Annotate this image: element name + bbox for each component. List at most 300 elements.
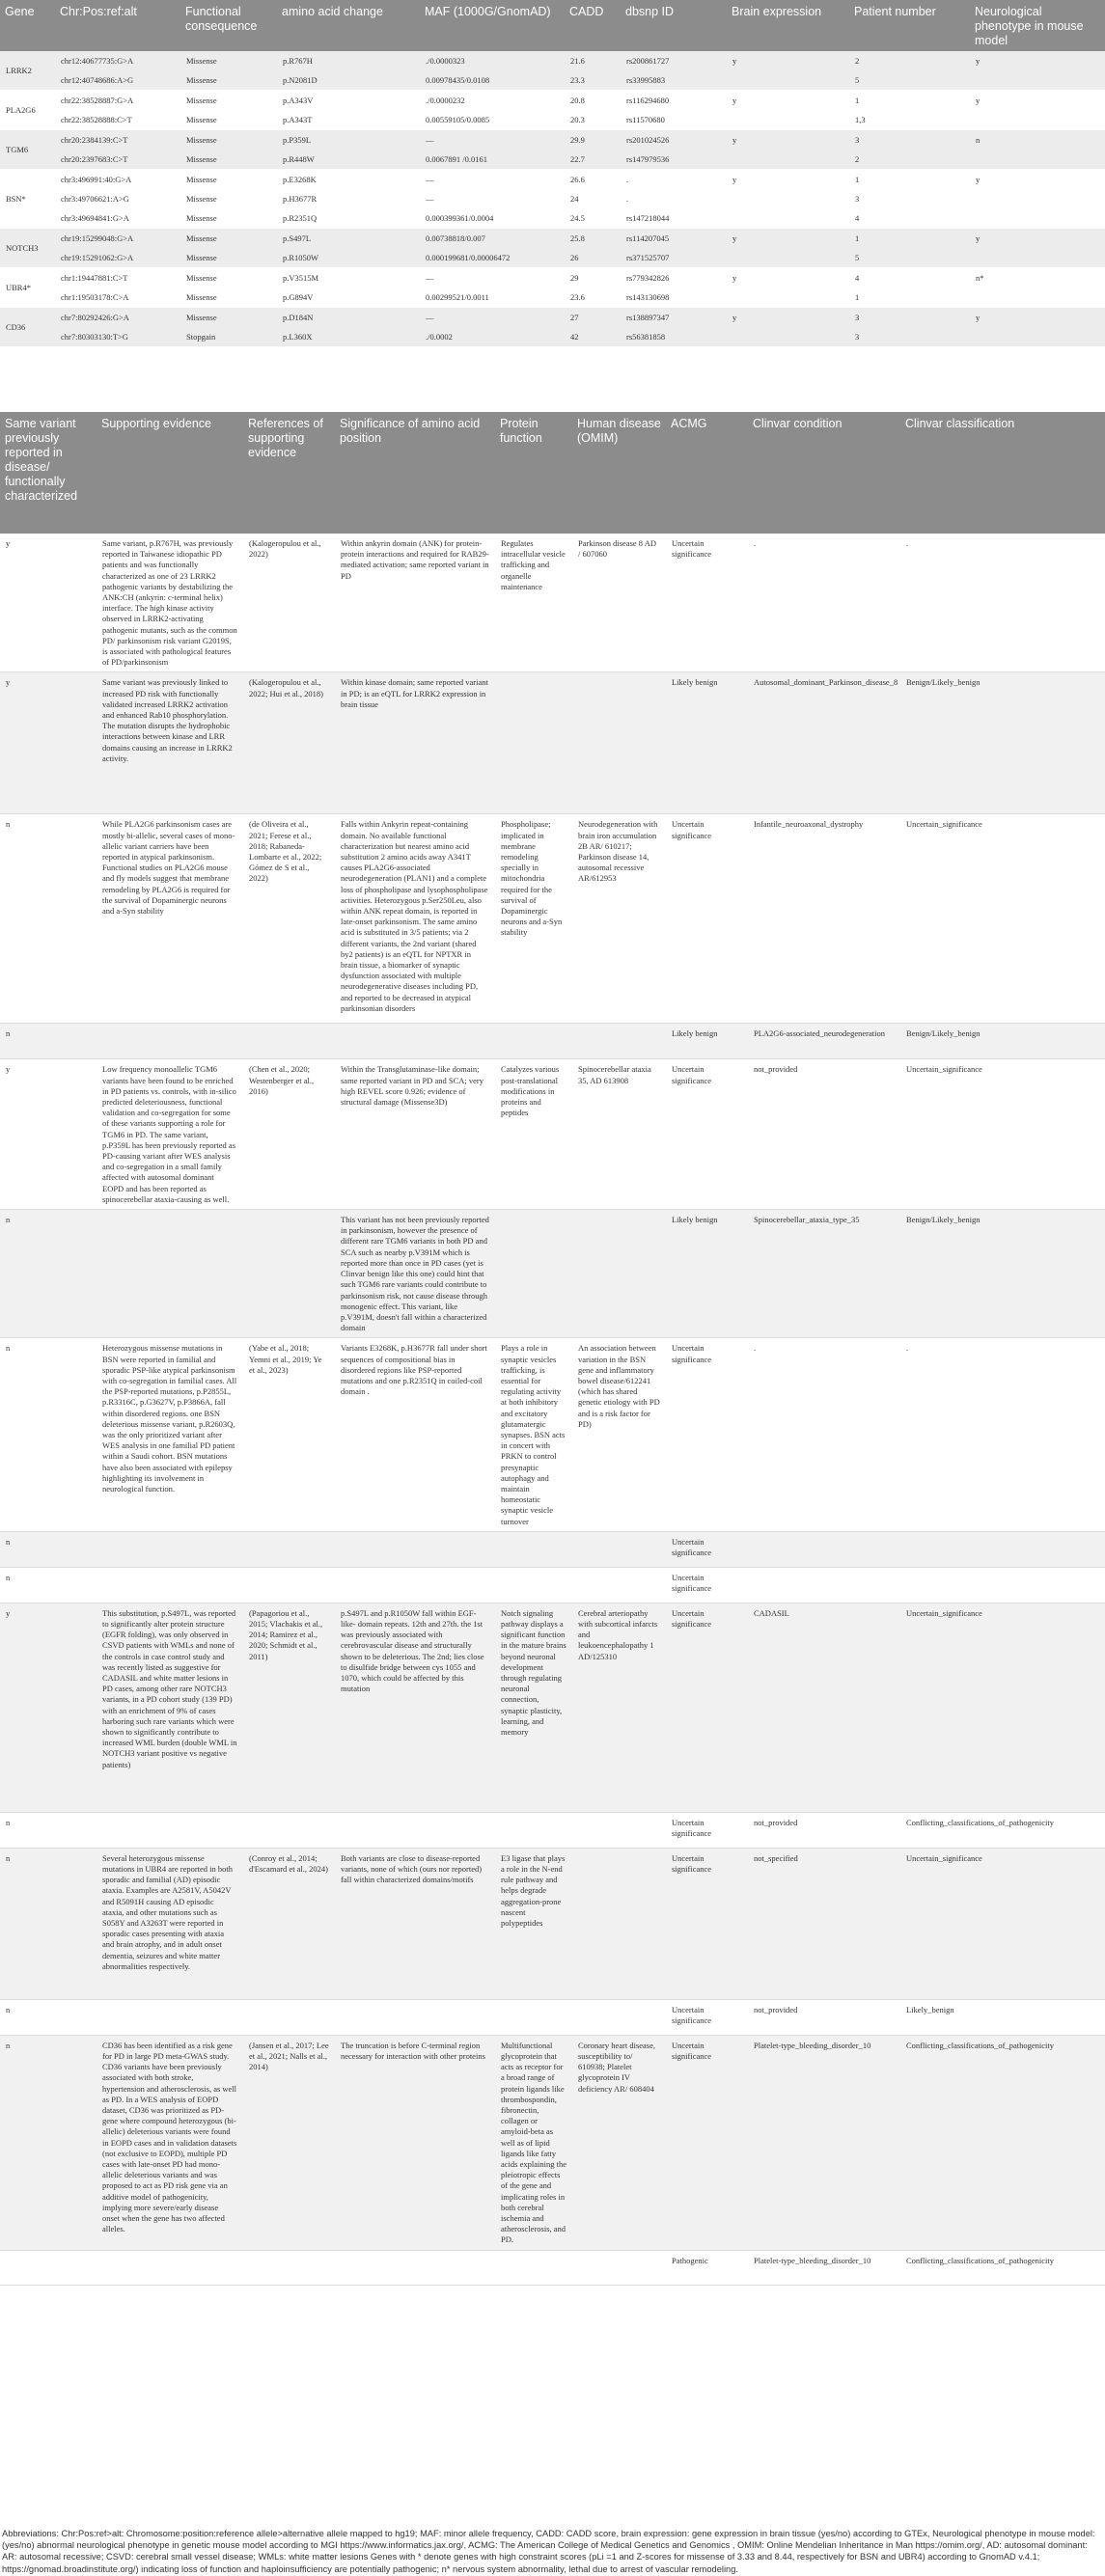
maf-cell: ./0.0002 <box>420 327 565 346</box>
clinvar-classification-cell: Uncertain_significance <box>900 1848 1105 1999</box>
dbsnp-cell: rs56381858 <box>621 327 727 346</box>
acmg-cell: Uncertain significance <box>666 1999 748 2035</box>
gene-cell: NOTCH3 <box>0 229 55 268</box>
evidence-row <box>0 1999 1105 2035</box>
protein-function-cell <box>495 1567 572 1603</box>
brain-expression-cell <box>727 248 849 268</box>
maf-cell: — <box>426 193 434 204</box>
variant-row <box>0 110 1105 130</box>
col-patient-number: Patient number <box>849 0 970 51</box>
protein-function-cell <box>495 2250 572 2285</box>
evidence-cell: CD36 has been identified as a risk gene for PD in large PD meta-GWAS study. CD36 variants have been previously associated with both stroke, hypertension and atherosclerosis, as well as PD. In a WES analysis of EOPD dataset, CD36 was prioritized as PD-gene where compound heterozygous (bi-allelic) deleterious variants were found in EOPD cases and in validation datasets (not exclusive to EOPD), multiple PD cases with late-onset PD had mono-allelic deleterious variants and was proposed to act as PD risk gene via an additive model of pathogenicity, implying more severe/early disease onset when the gene has two affected alleles. <box>97 2035 243 2250</box>
aa-change-cell: p.S497L <box>277 229 420 249</box>
evidence-cell: Same variant, p.R767H, was previously reported in Taiwanese idiopathic PD patients and was functionally characterized as one of 23 LRRK2 pathogenic variants by destabilizing the ANK:CH (ankyrin: c-terminal helix) interface. The high kinase activity observed in LRRK2-activating pathogenic mutants, such as the common PD/ parkinsonism risk variant G2019S, is associated with pathological features of PD/parkinsonism <box>97 534 243 672</box>
consequence-cell: Missense <box>180 51 277 70</box>
protein-function-cell: Plays a role in synaptic vesicles trafficking, is essential for regulating activity at both inhibitory and excitatory glutamatergic synapses. BSN acts in concert with PRKN to control presynaptic autophagy and maintain homeostatic synaptic vesicle turnover <box>495 1338 572 1531</box>
dbsnp-cell: rs371525707 <box>621 248 727 268</box>
references-cell <box>243 2250 335 2285</box>
dbsnp-cell: rs200861727 <box>621 51 727 70</box>
col-mouse-phenotype: Neurological phenotype in mouse model <box>970 0 1105 51</box>
consequence-cell: Missense <box>186 212 217 223</box>
maf-cell: 0.00738818/0.007 <box>420 229 565 249</box>
col-human-disease: Human disease (OMIM) <box>572 412 666 534</box>
aa-change-cell: p.N2081D <box>277 70 420 91</box>
human-disease-cell <box>572 1812 666 1848</box>
position-cell: chr7:80292426:G>A <box>55 308 180 328</box>
acmg-cell: Uncertain significance <box>666 1812 748 1848</box>
mouse-phenotype-cell <box>970 110 1105 130</box>
dbsnp-cell: rs201024526 <box>621 130 727 151</box>
acmg-cell: Uncertain significance <box>666 1848 748 1999</box>
col-same-variant: Same variant previously reported in disease/ functionally characterized <box>0 412 97 534</box>
brain-expression-cell: y <box>727 130 849 151</box>
col-supporting-evidence: Supporting evidence <box>97 412 243 534</box>
acmg-cell: Uncertain significance <box>666 1567 748 1603</box>
clinvar-classification-cell <box>900 1531 1105 1567</box>
acmg-cell: Uncertain significance <box>666 1338 748 1531</box>
evidence-cell: While PLA2G6 parkinsonism cases are mostly bi-allelic, several cases of mono-allelic variant carriers have been reported in atypical parkinsonism. Functional studies on PLA2G6 mouse and fly models suggest that membrane remodeling by PLA2G6 is required for the survival of Dopaminergic neurons and a-Syn stability <box>97 814 243 1024</box>
references-cell: (Papagoriou et al., 2015; Vlachakis et al., 2014; Ramirez et al., 2020; Schmidt et al., 2011) <box>243 1603 335 1812</box>
consequence-cell: Missense <box>186 193 217 204</box>
evidence-cell: Heterozygous missense mutations in BSN were reported in familial and sporadic PSP-like atypical parkinsonism with co-segregation in familial cases. All the PSP-reported mutations, p.P2855L, p.R3316C, p.G3627V, p.P3866A, fall within disordered regions. one BSN deleterious missense variant, p.R2603Q, was the only prioritized variant after WES analysis in one familial PD patient within a Saudi cohort. BSN mutations have also been associated with epilepsy highlighting its involvement in neurological function. <box>97 1338 243 1531</box>
same-variant-cell: y <box>0 1059 97 1210</box>
maf-cell: ./0.0000232 <box>420 91 565 111</box>
same-variant-cell: y <box>0 534 97 672</box>
dbsnp-cell: rs138897347 <box>621 308 727 328</box>
maf-cell: 0.000399361/0.0004 <box>426 212 494 223</box>
mouse-phenotype-cell <box>970 208 1105 229</box>
evidence-row <box>0 1210 1105 1338</box>
evidence-row <box>0 534 1105 672</box>
mouse-phenotype-cell <box>970 70 1105 91</box>
dbsnp-cell: rs143130698 <box>626 291 670 302</box>
consequence-cell: Missense <box>180 268 277 288</box>
evidence-row <box>0 2035 1105 2250</box>
same-variant-cell <box>0 2250 97 2285</box>
maf-cell: 0.0067891 /0.0161 <box>420 150 565 170</box>
patient-number-cell: 4 <box>855 212 860 223</box>
position-cell: chr1:19503178:C>A <box>61 291 129 302</box>
variant-row <box>0 91 1105 111</box>
brain-expression-cell <box>727 189 849 208</box>
clinvar-condition-cell: CADASIL <box>748 1603 900 1812</box>
acmg-cell: Uncertain significance <box>666 814 748 1024</box>
consequence-cell: Missense <box>180 130 277 151</box>
clinvar-condition-cell: not_provided <box>748 1812 900 1848</box>
mouse-phenotype-cell <box>970 288 1105 308</box>
brain-expression-cell: y <box>727 91 849 111</box>
variant-table-header <box>0 0 1105 51</box>
variant-row <box>0 130 1105 151</box>
maf-cell: — <box>420 308 565 328</box>
clinvar-classification-cell: Uncertain_significance <box>900 1603 1105 1812</box>
cadd-cell: 25.8 <box>565 229 621 249</box>
clinvar-condition-cell: Spinocerebellar_ataxia_type_35 <box>748 1210 900 1338</box>
evidence-table <box>0 412 1105 2286</box>
evidence-cell <box>97 1999 243 2035</box>
evidence-cell: Same variant was previously linked to increased PD risk with functionally validated increased LRRK2 activation and enhanced Rab10 phosphorylation. The mutation disrupts the hydrophobic interactions between kinase and LRR domains causing an increase in LRRK2 activity. <box>97 672 243 814</box>
col-clinvar-condition: Clinvar condition <box>748 412 900 534</box>
variant-row <box>0 70 1105 91</box>
significance-cell <box>335 1999 495 2035</box>
gene-cell: PLA2G6 <box>0 91 55 130</box>
references-cell: (Jansen et al., 2017; Lee et al., 2021; Nalls et al., 2014) <box>243 2035 335 2250</box>
cadd-cell: 24 <box>570 193 579 204</box>
clinvar-condition-cell: Infantile_neuroaxonal_dystrophy <box>748 814 900 1024</box>
acmg-cell: Uncertain significance <box>666 1531 748 1567</box>
clinvar-classification-cell: Uncertain_significance <box>900 814 1105 1024</box>
mouse-phenotype-cell: n* <box>970 268 1105 288</box>
clinvar-condition-cell: PLA2G6-associated_neurodegeneration <box>748 1024 900 1059</box>
evidence-cell <box>97 1210 243 1338</box>
aa-change-cell: p.R767H <box>277 51 420 70</box>
patient-number-cell: 2 <box>849 150 970 170</box>
variant-row <box>0 248 1105 268</box>
human-disease-cell: Parkinson disease 8 AD / 607060 <box>572 534 666 672</box>
cadd-cell: 29 <box>565 268 621 288</box>
evidence-cell: Low frequency monoallelic TGM6 variants have been found to be enriched in PD patients vs. controls, with in-silico predicted deleteriousness, functional validation and co-segregation for some of these variants supporting a role for TGM6 in PD. The same variant, p.P359L has been previously reported as PD-causing variant after WES analysis and co-segregation in a small family affected with autosomal dominant EOPD and has been reported as spinocerebellar ataxia-causing as well. <box>97 1059 243 1210</box>
mouse-phenotype-cell <box>970 189 1105 208</box>
dbsnp-cell: rs11570680 <box>626 114 665 124</box>
human-disease-cell <box>572 1531 666 1567</box>
significance-cell <box>335 1531 495 1567</box>
patient-number-cell: 1,3 <box>855 114 866 124</box>
maf-cell: 0.00299521/0.0011 <box>426 291 489 302</box>
patient-number-cell: 3 <box>849 130 970 151</box>
variant-row <box>0 170 1105 190</box>
col-cadd: CADD <box>565 0 621 51</box>
position-cell: chr3:49706621:A>G <box>61 193 129 204</box>
brain-expression-cell <box>727 327 849 346</box>
protein-function-cell: E3 ligase that plays a role in the N-end rule pathway and helps degrade aggregation-prone nascent polypeptides <box>495 1848 572 1999</box>
same-variant-cell: n <box>0 1531 97 1567</box>
patient-number-cell: 3 <box>849 308 970 328</box>
clinvar-classification-cell: Conflicting_classifications_of_pathogenicity <box>900 2035 1105 2250</box>
variant-row <box>0 268 1105 288</box>
maf-cell: — <box>420 130 565 151</box>
clinvar-condition-cell: not_provided <box>748 1059 900 1210</box>
maf-cell: — <box>420 268 565 288</box>
protein-function-cell: Catalyzes various post-translational modifications in proteins and peptides <box>495 1059 572 1210</box>
clinvar-classification-cell: Benign/Likely_benign <box>900 672 1105 814</box>
patient-number-cell: 4 <box>849 268 970 288</box>
significance-cell: Variants E3268K, p.H3677R fall under short sequences of compositional bias in disordered regions like PSP-reported mutations and one p.R2351Q in coiled-coil domain . <box>335 1338 495 1531</box>
aa-change-cell: p.L360X <box>277 327 420 346</box>
protein-function-cell: Multifunctional glycoprotein that acts as receptor for a broad range of protein ligands like thrombospondin, fibronectin, collagen or amyloid-beta as well as of lipid ligands like fatty acids explaining the pleiotropic effects of the gene and implicating roles in both cerebral ischemia and atherosclerosis, and PD. <box>495 2035 572 2250</box>
references-cell <box>243 1812 335 1848</box>
mouse-phenotype-cell <box>970 150 1105 170</box>
col-acmg: ACMG <box>666 412 748 534</box>
references-cell: (Yabe et al., 2018; Yemni et al., 2019; Ye et al., 2023) <box>243 1338 335 1531</box>
maf-cell: 0.00559105/0.0085 <box>426 114 490 124</box>
significance-cell <box>335 2250 495 2285</box>
gene-cell: BSN* <box>0 170 55 229</box>
significance-cell <box>335 1024 495 1059</box>
col-aa-change: amino acid change <box>277 0 420 51</box>
evidence-table-body <box>0 534 1105 2285</box>
evidence-row <box>0 1338 1105 1531</box>
col-significance: Significance of amino acid position <box>335 412 495 534</box>
aa-change-cell: p.V3515M <box>277 268 420 288</box>
patient-number-cell: 5 <box>849 248 970 268</box>
evidence-cell <box>97 2250 243 2285</box>
cadd-cell: 24.5 <box>570 212 585 223</box>
position-cell: chr22:38528888:C>T <box>61 114 132 124</box>
protein-function-cell: Notch signaling pathway displays a significant function in the mature brains beyond neuronal development through regulating neuronal connection, synaptic plasticity, learning, and memory <box>495 1603 572 1812</box>
evidence-cell <box>97 1812 243 1848</box>
evidence-cell: Several heterozygous missense mutations in UBR4 are reported in both sporadic and familial (AD) episodic ataxia. Examples are A2581V, A5042V and R5091H causing AD episodic ataxia, and other mutations such as S058Y and A3263T were reported in sporadic cases presenting with ataxia and brain atrophy, and in adult onset dementia, seizures and white matter abnormalities respectively. <box>97 1848 243 1999</box>
clinvar-classification-cell: Benign/Likely_benign <box>900 1210 1105 1338</box>
brain-expression-cell <box>727 150 849 170</box>
aa-change-cell: p.H3677R <box>283 193 318 204</box>
clinvar-condition-cell: . <box>748 1338 900 1531</box>
variant-row <box>0 208 1105 229</box>
cadd-cell: 21.6 <box>565 51 621 70</box>
evidence-cell <box>97 1531 243 1567</box>
significance-cell: Falls within Ankyrin repeat-containing domain. No available functional characterization but nearest amino acid substitution 2 amino acids away A341T causes PLA2G6-associated neurodegeneration (PLAN1) and a complete loss of phospholipase and lysophospholipase activities. Heterozygous p.Ser250Leu, also within ANK repeat domain, is reported in late-onset parkinsonism. The same amino acid is substituted in 3/5 patients; via 2 different variants, the 2nd variant (shared by2 patients) is an eQTL for NPTXR in brain tissue, a biomarker of synaptic dysfunction associated with multiple neurodegenerative diseases including PD, and reported to be decreased in atypical parkinsonian disorders <box>335 814 495 1024</box>
mouse-phenotype-cell: y <box>970 91 1105 111</box>
references-cell: (Kalogeropulou et al., 2022; Hui et al., 2018) <box>243 672 335 814</box>
evidence-table-header <box>0 412 1105 534</box>
patient-number-cell: 2 <box>849 51 970 70</box>
same-variant-cell: n <box>0 814 97 1024</box>
evidence-row <box>0 1024 1105 1059</box>
patient-number-cell: 1 <box>855 291 860 302</box>
evidence-row <box>0 1059 1105 1210</box>
cadd-cell: 29.9 <box>565 130 621 151</box>
aa-change-cell: p.R448W <box>277 150 420 170</box>
clinvar-classification-cell: Conflicting_classifications_of_pathogenicity <box>900 1812 1105 1848</box>
evidence-row <box>0 672 1105 814</box>
protein-function-cell <box>495 1210 572 1338</box>
maf-cell: 0.000199681/0.00006472 <box>420 248 565 268</box>
patient-number-cell: 5 <box>849 70 970 91</box>
dbsnp-cell: rs114207045 <box>621 229 727 249</box>
position-cell: chr19:15299048:G>A <box>55 229 180 249</box>
brain-expression-cell: y <box>727 268 849 288</box>
evidence-row <box>0 1812 1105 1848</box>
clinvar-classification-cell: . <box>900 1338 1105 1531</box>
consequence-cell: Missense <box>180 91 277 111</box>
evidence-row <box>0 1848 1105 1999</box>
same-variant-cell: n <box>0 1024 97 1059</box>
acmg-cell: Likely benign <box>666 1024 748 1059</box>
clinvar-condition-cell: Platelet-type_bleeding_disorder_10 <box>748 2035 900 2250</box>
gene-cell: TGM6 <box>0 130 55 170</box>
clinvar-classification-cell: . <box>900 534 1105 672</box>
protein-function-cell: Phospholipase; implicated in membrane remodeling specially in mitochondria required for the survival of Dopaminergic neurons and a-Syn stability <box>495 814 572 1024</box>
clinvar-classification-cell <box>900 1567 1105 1603</box>
protein-function-cell <box>495 1812 572 1848</box>
aa-change-cell: p.P359L <box>277 130 420 151</box>
dbsnp-cell: rs779342826 <box>621 268 727 288</box>
cadd-cell: 27 <box>565 308 621 328</box>
acmg-cell: Likely benign <box>666 672 748 814</box>
consequence-cell: Missense <box>180 308 277 328</box>
patient-number-cell: 1 <box>849 91 970 111</box>
consequence-cell: Missense <box>180 248 277 268</box>
consequence-cell: Missense <box>186 291 217 302</box>
aa-change-cell: p.A343T <box>283 114 313 124</box>
dbsnp-cell: . <box>621 170 727 190</box>
col-position: Chr:Pos:ref:alt <box>55 0 180 51</box>
clinvar-classification-cell: Likely_benign <box>900 1999 1105 2035</box>
human-disease-cell: Neurodegeneration with brain iron accumulation 2B AR/ 610217; Parkinson disease 14, autosomal recessive AR/612953 <box>572 814 666 1024</box>
position-cell: chr7:80303130:T>G <box>55 327 180 346</box>
gene-cell: CD36 <box>0 308 55 347</box>
maf-cell: ./0.0000323 <box>420 51 565 70</box>
significance-cell: Within ankyrin domain (ANK) for protein-protein interactions and required for RAB29-mediated activation; same reported variant in PD <box>335 534 495 672</box>
same-variant-cell: n <box>0 1812 97 1848</box>
dbsnp-cell: rs147218044 <box>626 212 670 223</box>
aa-change-cell: p.A343V <box>277 91 420 111</box>
col-brain-expression: Brain expression <box>727 0 849 51</box>
variant-row <box>0 189 1105 208</box>
col-dbsnp: dbsnp ID <box>621 0 727 51</box>
human-disease-cell <box>572 1848 666 1999</box>
references-cell: (Kalogeropulou et al., 2022) <box>243 534 335 672</box>
acmg-cell: Uncertain significance <box>666 1059 748 1210</box>
patient-number-cell: 3 <box>855 193 860 204</box>
significance-cell: p.S497L and p.R1050W fall within EGF-like- domain repeats. 12th and 27th. the 1st was previously associated with cerebrovascular disease and structurally shown to be deleterious. The 2nd; lies close to disulfide bridge between cys 1055 and 1070, which could be affected by this mutation <box>335 1603 495 1812</box>
cadd-cell: 26.6 <box>565 170 621 190</box>
patient-number-cell: 3 <box>849 327 970 346</box>
clinvar-classification-cell: Uncertain_significance <box>900 1059 1105 1210</box>
human-disease-cell <box>572 1024 666 1059</box>
significance-cell: The truncation is before C-terminal region necessary for interaction with other proteins <box>335 2035 495 2250</box>
human-disease-cell <box>572 2250 666 2285</box>
human-disease-cell <box>572 1999 666 2035</box>
clinvar-classification-cell: Benign/Likely_benign <box>900 1024 1105 1059</box>
consequence-cell: Missense <box>186 114 217 124</box>
acmg-cell: Uncertain significance <box>666 1603 748 1812</box>
clinvar-condition-cell: Autosomal_dominant_Parkinson_disease_8 <box>748 672 900 814</box>
brain-expression-cell <box>727 208 849 229</box>
cadd-cell: 23.3 <box>565 70 621 91</box>
significance-cell <box>335 1567 495 1603</box>
cadd-cell: 26 <box>565 248 621 268</box>
cadd-cell: 23.6 <box>570 291 585 302</box>
clinvar-condition-cell <box>748 1531 900 1567</box>
clinvar-condition-cell: Platelet-type_bleeding_disorder_10 <box>748 2250 900 2285</box>
human-disease-cell <box>572 1567 666 1603</box>
acmg-cell: Uncertain significance <box>666 534 748 672</box>
variant-row <box>0 327 1105 346</box>
references-cell: (Conroy et al., 2014; d'Escamard et al., 2024) <box>243 1848 335 1999</box>
same-variant-cell: n <box>0 1999 97 2035</box>
aa-change-cell: p.R1050W <box>277 248 420 268</box>
patient-number-cell: 1 <box>849 170 970 190</box>
variant-row <box>0 308 1105 328</box>
same-variant-cell: y <box>0 1603 97 1812</box>
same-variant-cell: n <box>0 1210 97 1338</box>
brain-expression-cell: y <box>727 170 849 190</box>
col-maf: MAF (1000G/GnomAD) <box>420 0 565 51</box>
human-disease-cell: Coronary heart disease, susceptibility to/ 610938; Platelet glycoprotein IV deficiency AR/ 608404 <box>572 2035 666 2250</box>
dbsnp-cell: rs147979536 <box>621 150 727 170</box>
clinvar-condition-cell: . <box>748 534 900 672</box>
cadd-cell: 20.3 <box>570 114 585 124</box>
human-disease-cell <box>572 1210 666 1338</box>
evidence-row <box>0 1567 1105 1603</box>
col-references: References of supporting evidence <box>243 412 335 534</box>
significance-cell: Within the Transglutaminase-like domain; same reported variant in PD and SCA; very high REVEL score 0.926; evidence of structural damage (Missense3D) <box>335 1059 495 1210</box>
col-protein-function: Protein function <box>495 412 572 534</box>
acmg-cell: Likely benign <box>666 1210 748 1338</box>
clinvar-condition-cell: not_specified <box>748 1848 900 1999</box>
brain-expression-cell <box>727 288 849 308</box>
same-variant-cell: y <box>0 672 97 814</box>
cadd-cell: 20.8 <box>565 91 621 111</box>
evidence-cell <box>97 1024 243 1059</box>
variant-row <box>0 229 1105 249</box>
position-cell: chr19:15291062:G>A <box>55 248 180 268</box>
same-variant-cell: n <box>0 1338 97 1531</box>
significance-cell: Within kinase domain; same reported variant in PD; is an eQTL for LRRK2 expression in brain tissue <box>335 672 495 814</box>
brain-expression-cell <box>727 110 849 130</box>
position-cell: chr3:49694841:G>A <box>61 212 129 223</box>
references-cell: (de Oliveira et al., 2021; Ferese et al., 2018; Rabaneda-Lombarte et al., 2022; Gómez de S et al., 2022) <box>243 814 335 1024</box>
references-cell <box>243 1567 335 1603</box>
human-disease-cell: Cerebral arteriopathy with subcortical infarcts and leukoencephalopathy 1 AD/125310 <box>572 1603 666 1812</box>
variant-table <box>0 0 1105 346</box>
mouse-phenotype-cell <box>970 327 1105 346</box>
consequence-cell: Missense <box>180 170 277 190</box>
variant-row <box>0 150 1105 170</box>
dbsnp-cell: rs116294680 <box>621 91 727 111</box>
brain-expression-cell: y <box>727 308 849 328</box>
evidence-row <box>0 2250 1105 2285</box>
gene-cell: UBR4* <box>0 268 55 308</box>
dbsnp-cell: . <box>626 193 629 204</box>
references-cell <box>243 1531 335 1567</box>
aa-change-cell: p.E3268K <box>277 170 420 190</box>
human-disease-cell: An association between variation in the BSN gene and inflammatory bowel disease/612241 (which has shared genetic etiology with PD and is a risk factor for PD) <box>572 1338 666 1531</box>
clinvar-condition-cell <box>748 1567 900 1603</box>
acmg-cell: Uncertain significance <box>666 2035 748 2250</box>
cadd-cell: 22.7 <box>565 150 621 170</box>
human-disease-cell: Spinocerebellar ataxia 35, AD 613908 <box>572 1059 666 1210</box>
aa-change-cell: p.D184N <box>277 308 420 328</box>
clinvar-condition-cell: not_provided <box>748 1999 900 2035</box>
position-cell: chr22:38528887:G>A <box>55 91 180 111</box>
consequence-cell: Missense <box>180 229 277 249</box>
dbsnp-cell: rs33995883 <box>621 70 727 91</box>
maf-cell: — <box>420 170 565 190</box>
evidence-row <box>0 1603 1105 1812</box>
same-variant-cell: n <box>0 1848 97 1999</box>
consequence-cell: Stopgain <box>180 327 277 346</box>
variant-table-body <box>0 51 1105 346</box>
mouse-phenotype-cell: y <box>970 51 1105 70</box>
mouse-phenotype-cell <box>970 248 1105 268</box>
protein-function-cell <box>495 1999 572 2035</box>
protein-function-cell <box>495 1531 572 1567</box>
col-consequence: Functional consequence <box>180 0 277 51</box>
evidence-row <box>0 814 1105 1024</box>
col-gene: Gene <box>0 0 55 51</box>
protein-function-cell: Regulates intracellular vesicle trafficking and organelle maintenance <box>495 534 572 672</box>
clinvar-classification-cell: Conflicting_classifications_of_pathogenicity <box>900 2250 1105 2285</box>
gene-cell: LRRK2 <box>0 51 55 91</box>
variant-row <box>0 288 1105 308</box>
aa-change-cell: p.G894V <box>283 291 314 302</box>
position-cell: chr20:2384139:C>T <box>55 130 180 151</box>
mouse-phenotype-cell: y <box>970 229 1105 249</box>
evidence-cell: This substitution, p.S497L, was reported to significantly alter protein structure (EGFR folding), was only observed in CSVD patients with WMLs and none of the controls in case control study and was recently listed as suggestive for CADASIL and white matter lesions in PD cases, among other rare NOTCH3 variants, in a PD cohort study (139 PD) with an enrichment of 9% of cases harboring such rare variants which were shown to significantly contribute to increased WML burden (double WML in NOTCH3 variant positive vs negative patients) <box>97 1603 243 1812</box>
variant-row <box>0 51 1105 70</box>
position-cell: chr20:2397683:C>T <box>55 150 180 170</box>
